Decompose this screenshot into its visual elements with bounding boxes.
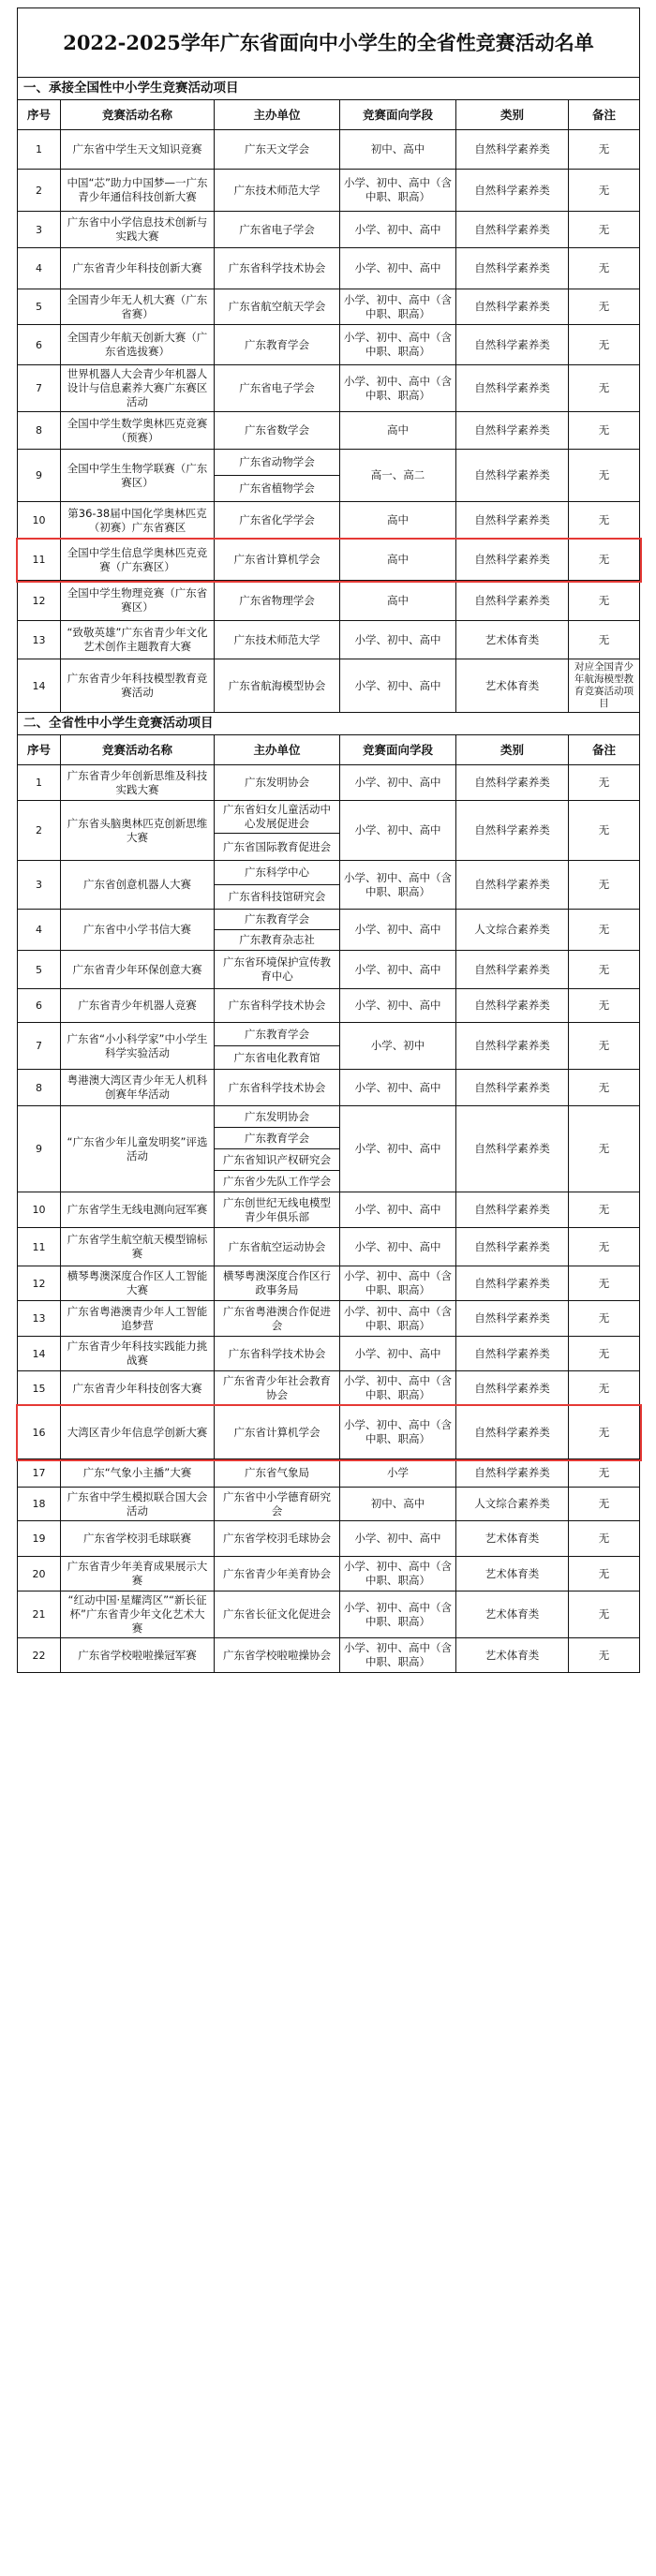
category: 自然科学素养类 (456, 801, 569, 861)
remark: 无 (569, 325, 640, 365)
row-number: 1 (18, 130, 61, 170)
table-row (18, 412, 640, 450)
competition-name: 全国青少年航天创新大赛（广东省选拔赛） (61, 325, 215, 365)
section1-heading: 一、承接全国性中小学生竞赛活动项目 (18, 78, 640, 100)
table-row (18, 1406, 640, 1459)
category: 自然科学素养类 (456, 248, 569, 289)
column-header: 类别 (456, 735, 569, 765)
organizer: 广东天文学会 (215, 130, 340, 170)
competition-name: “红动中国·星耀湾区”“新长征杯”广东省青少年文化艺术大赛 (61, 1591, 215, 1638)
category: 自然科学素养类 (456, 1301, 569, 1337)
remark: 无 (569, 1406, 640, 1459)
table-row (18, 170, 640, 212)
column-header: 序号 (18, 100, 61, 130)
row-number: 13 (18, 1301, 61, 1337)
category: 艺术体育类 (456, 659, 569, 713)
row-number: 3 (18, 212, 61, 248)
document (17, 7, 639, 1673)
row-number: 22 (18, 1638, 61, 1673)
school-stage: 小学、初中、高中 (340, 1337, 456, 1371)
school-stage: 高中 (340, 412, 456, 450)
table-row (18, 581, 640, 621)
table-row (18, 248, 640, 289)
competition-name: 粤港澳大湾区青少年无人机科创赛年华活动 (61, 1070, 215, 1106)
competition-name: 广东省青少年科技创客大赛 (61, 1371, 215, 1406)
column-header: 竞赛活动名称 (61, 100, 215, 130)
category: 艺术体育类 (456, 1521, 569, 1557)
school-stage: 小学、初中、高中（含中职、职高） (340, 325, 456, 365)
row-number: 4 (18, 910, 61, 951)
school-stage: 小学、初中、高中（含中职、职高） (340, 1591, 456, 1638)
school-stage: 初中、高中 (340, 130, 456, 170)
remark: 无 (569, 1459, 640, 1488)
table-row (18, 1488, 640, 1521)
competition-name: 广东省学校啦啦操冠军赛 (61, 1638, 215, 1673)
competition-name: “广东省少年儿童发明奖”评选活动 (61, 1106, 215, 1192)
competition-name: 广东省创意机器人大赛 (61, 861, 215, 910)
table-row (18, 289, 640, 325)
table-row (18, 1459, 640, 1488)
row-number: 1 (18, 765, 61, 801)
category: 自然科学素养类 (456, 365, 569, 412)
category: 自然科学素养类 (456, 1192, 569, 1228)
table-row (18, 951, 640, 989)
organizer: 广东省电化教育馆 (215, 1046, 340, 1070)
row-number: 18 (18, 1488, 61, 1521)
row-number: 11 (18, 540, 61, 581)
competition-name: 广东省头脑奥林匹克创新思维大赛 (61, 801, 215, 861)
row-number: 17 (18, 1459, 61, 1488)
school-stage: 小学、初中、高中（含中职、职高） (340, 1371, 456, 1406)
remark: 无 (569, 1371, 640, 1406)
row-number: 14 (18, 1337, 61, 1371)
school-stage: 小学、初中、高中 (340, 212, 456, 248)
school-stage: 初中、高中 (340, 1488, 456, 1521)
row-number: 7 (18, 1023, 61, 1070)
remark: 无 (569, 1106, 640, 1192)
competition-name: 广东省中学生模拟联合国大会活动 (61, 1488, 215, 1521)
category: 自然科学素养类 (456, 1023, 569, 1070)
school-stage: 小学、初中、高中（含中职、职高） (340, 365, 456, 412)
category: 人文综合素养类 (456, 1488, 569, 1521)
table-row (18, 365, 640, 412)
category: 自然科学素养类 (456, 450, 569, 502)
organizer: 广东省学校羽毛球协会 (215, 1521, 340, 1557)
row-number: 6 (18, 325, 61, 365)
remark: 对应全国青少年航海模型教育竞赛活动项目 (569, 659, 640, 713)
school-stage: 小学、初中、高中 (340, 910, 456, 951)
remark: 无 (569, 910, 640, 951)
category: 自然科学素养类 (456, 1459, 569, 1488)
school-stage: 高一、高二 (340, 450, 456, 502)
organizer: 广东省科学技术协会 (215, 1070, 340, 1106)
category: 自然科学素养类 (456, 540, 569, 581)
organizer: 广东省科学技术协会 (215, 248, 340, 289)
category: 艺术体育类 (456, 1638, 569, 1673)
school-stage: 小学、初中、高中 (340, 1070, 456, 1106)
organizer: 广东发明协会 (215, 1106, 340, 1128)
competition-name: 广东省青少年环保创意大赛 (61, 951, 215, 989)
remark: 无 (569, 540, 640, 581)
remark: 无 (569, 365, 640, 412)
competition-name: 广东省青少年科技实践能力挑战赛 (61, 1337, 215, 1371)
table-row (18, 540, 640, 581)
competition-name: 广东省青少年科技模型教育竞赛活动 (61, 659, 215, 713)
row-number: 5 (18, 951, 61, 989)
table-row (18, 801, 640, 834)
school-stage: 小学、初中、高中 (340, 1521, 456, 1557)
organizer: 广东省航空运动协会 (215, 1228, 340, 1266)
table-row (18, 1228, 640, 1266)
category: 自然科学素养类 (456, 581, 569, 621)
column-header: 竞赛面向学段 (340, 100, 456, 130)
organizer: 广东科学中心 (215, 861, 340, 885)
column-header: 序号 (18, 735, 61, 765)
competition-name: 全国中学生物理竞赛（广东省赛区） (61, 581, 215, 621)
competition-name: 世界机器人大会青少年机器人设计与信息素养大赛广东赛区活动 (61, 365, 215, 412)
competition-name: 广东省青少年科技创新大赛 (61, 248, 215, 289)
school-stage: 小学、初中、高中 (340, 659, 456, 713)
organizer: 广东省青少年社会教育协会 (215, 1371, 340, 1406)
school-stage: 小学、初中、高中 (340, 801, 456, 861)
category: 自然科学素养类 (456, 502, 569, 540)
category: 自然科学素养类 (456, 765, 569, 801)
school-stage: 小学 (340, 1459, 456, 1488)
remark: 无 (569, 801, 640, 861)
school-stage: 小学、初中 (340, 1023, 456, 1070)
category: 自然科学素养类 (456, 861, 569, 910)
competition-name: “致敬英雄”广东省青少年文化艺术创作主题教育大赛 (61, 621, 215, 659)
table-row (18, 450, 640, 476)
organizer: 广东省长征文化促进会 (215, 1591, 340, 1638)
remark: 无 (569, 861, 640, 910)
competition-name: 广东省中小学书信大赛 (61, 910, 215, 951)
table-row (18, 325, 640, 365)
school-stage: 小学、初中、高中 (340, 1192, 456, 1228)
row-number: 2 (18, 801, 61, 861)
row-number: 11 (18, 1228, 61, 1266)
remark: 无 (569, 412, 640, 450)
competition-name: 广东省学生航空航天模型锦标赛 (61, 1228, 215, 1266)
organizer: 广东省动物学会 (215, 450, 340, 476)
school-stage: 小学、初中、高中（含中职、职高） (340, 1557, 456, 1591)
remark: 无 (569, 989, 640, 1023)
competition-name: 广东省粤港澳青少年人工智能追梦营 (61, 1301, 215, 1337)
competition-name: 广东省青少年创新思维及科技实践大赛 (61, 765, 215, 801)
competition-name: 广东省学生无线电测向冠军赛 (61, 1192, 215, 1228)
column-header: 类别 (456, 100, 569, 130)
row-number: 13 (18, 621, 61, 659)
row-number: 10 (18, 502, 61, 540)
school-stage: 小学、初中、高中 (340, 765, 456, 801)
table-row (18, 1301, 640, 1337)
category: 艺术体育类 (456, 621, 569, 659)
competition-name: 广东省学校羽毛球联赛 (61, 1521, 215, 1557)
remark: 无 (569, 1591, 640, 1638)
school-stage: 小学、初中、高中（含中职、职高） (340, 1638, 456, 1673)
competition-name: 中国“芯”助力中国梦—一广东青少年通信科技创新大赛 (61, 170, 215, 212)
remark: 无 (569, 1070, 640, 1106)
row-number: 6 (18, 989, 61, 1023)
table-row (18, 1591, 640, 1638)
category: 自然科学素养类 (456, 1371, 569, 1406)
table-row (18, 1521, 640, 1557)
competition-name: 全国青少年无人机大赛（广东省赛） (61, 289, 215, 325)
row-number: 15 (18, 1371, 61, 1406)
organizer: 广东省数学会 (215, 412, 340, 450)
category: 自然科学素养类 (456, 1266, 569, 1301)
row-number: 8 (18, 412, 61, 450)
competition-name: 全国中学生生物学联赛（广东赛区） (61, 450, 215, 502)
category: 自然科学素养类 (456, 989, 569, 1023)
category: 自然科学素养类 (456, 951, 569, 989)
row-number: 3 (18, 861, 61, 910)
competition-name: 广东省中学生天文知识竞赛 (61, 130, 215, 170)
organizer: 广东省物理学会 (215, 581, 340, 621)
organizer: 广东省航海模型协会 (215, 659, 340, 713)
row-number: 4 (18, 248, 61, 289)
column-header: 主办单位 (215, 735, 340, 765)
organizer: 广东省科学技术协会 (215, 989, 340, 1023)
section2-heading: 二、全省性中小学生竞赛活动项目 (18, 713, 640, 735)
organizer: 广东省电子学会 (215, 212, 340, 248)
document-title: 2022-2025学年广东省面向中小学生的全省性竞赛活动名单 (18, 8, 640, 78)
table-row (18, 130, 640, 170)
organizer: 广东省知识产权研究会 (215, 1149, 340, 1171)
category: 自然科学素养类 (456, 1106, 569, 1192)
category: 艺术体育类 (456, 1591, 569, 1638)
competition-name: 广东省中小学信息技术创新与实践大赛 (61, 212, 215, 248)
remark: 无 (569, 581, 640, 621)
competition-name: 横琴粤澳深度合作区人工智能大赛 (61, 1266, 215, 1301)
school-stage: 小学、初中、高中 (340, 621, 456, 659)
organizer: 广东教育学会 (215, 910, 340, 930)
table-row (18, 621, 640, 659)
school-stage: 小学、初中、高中 (340, 989, 456, 1023)
remark: 无 (569, 212, 640, 248)
remark: 无 (569, 621, 640, 659)
organizer: 广东省国际教育促进会 (215, 834, 340, 861)
organizer: 广东省中小学德育研究会 (215, 1488, 340, 1521)
table-row (18, 1070, 640, 1106)
competition-name: 广东省青少年美育成果展示大赛 (61, 1557, 215, 1591)
category: 自然科学素养类 (456, 325, 569, 365)
row-number: 9 (18, 1106, 61, 1192)
organizer: 广东省计算机学会 (215, 1406, 340, 1459)
row-number: 10 (18, 1192, 61, 1228)
organizer: 广东教育学会 (215, 1023, 340, 1046)
school-stage: 高中 (340, 581, 456, 621)
category: 艺术体育类 (456, 1557, 569, 1591)
table-row (18, 1266, 640, 1301)
remark: 无 (569, 1228, 640, 1266)
row-number: 5 (18, 289, 61, 325)
column-header: 竞赛面向学段 (340, 735, 456, 765)
organizer: 广东省电子学会 (215, 365, 340, 412)
competition-table (17, 7, 640, 1673)
remark: 无 (569, 1023, 640, 1070)
school-stage: 小学、初中、高中（含中职、职高） (340, 861, 456, 910)
competition-name: 全国中学生信息学奥林匹克竞赛（广东赛区） (61, 540, 215, 581)
school-stage: 小学、初中、高中 (340, 1228, 456, 1266)
table-row (18, 1371, 640, 1406)
competition-name: 大湾区青少年信息学创新大赛 (61, 1406, 215, 1459)
row-number: 7 (18, 365, 61, 412)
table-row (18, 1557, 640, 1591)
organizer: 广东发明协会 (215, 765, 340, 801)
organizer: 广东省化学学会 (215, 502, 340, 540)
school-stage: 小学、初中、高中（含中职、职高） (340, 170, 456, 212)
table-row (18, 1023, 640, 1046)
school-stage: 高中 (340, 502, 456, 540)
table-row (18, 989, 640, 1023)
column-header: 竞赛活动名称 (61, 735, 215, 765)
category: 自然科学素养类 (456, 412, 569, 450)
remark: 无 (569, 1301, 640, 1337)
remark: 无 (569, 248, 640, 289)
category: 人文综合素养类 (456, 910, 569, 951)
table-row (18, 659, 640, 713)
organizer: 广东创世纪无线电模型青少年俱乐部 (215, 1192, 340, 1228)
column-header: 备注 (569, 735, 640, 765)
school-stage: 小学、初中、高中 (340, 951, 456, 989)
category: 自然科学素养类 (456, 1337, 569, 1371)
row-number: 14 (18, 659, 61, 713)
organizer: 广东省航空航天学会 (215, 289, 340, 325)
table-row (18, 1192, 640, 1228)
organizer: 广东省少先队工作学会 (215, 1171, 340, 1192)
school-stage: 小学、初中、高中 (340, 1106, 456, 1192)
remark: 无 (569, 1488, 640, 1521)
organizer: 横琴粤澳深度合作区行政事务局 (215, 1266, 340, 1301)
row-number: 16 (18, 1406, 61, 1459)
row-number: 12 (18, 581, 61, 621)
table-row (18, 1638, 640, 1673)
organizer: 广东省学校啦啦操协会 (215, 1638, 340, 1673)
category: 自然科学素养类 (456, 1228, 569, 1266)
category: 自然科学素养类 (456, 1070, 569, 1106)
organizer: 广东技术师范大学 (215, 621, 340, 659)
remark: 无 (569, 130, 640, 170)
competition-name: 广东省“小小科学家”中小学生科学实验活动 (61, 1023, 215, 1070)
organizer: 广东技术师范大学 (215, 170, 340, 212)
row-number: 21 (18, 1591, 61, 1638)
remark: 无 (569, 1557, 640, 1591)
organizer: 广东省环境保护宣传教育中心 (215, 951, 340, 989)
competition-name: 广东“气象小主播”大赛 (61, 1459, 215, 1488)
row-number: 2 (18, 170, 61, 212)
organizer: 广东教育学会 (215, 1128, 340, 1149)
organizer: 广东教育学会 (215, 325, 340, 365)
category: 自然科学素养类 (456, 212, 569, 248)
remark: 无 (569, 170, 640, 212)
remark: 无 (569, 1521, 640, 1557)
organizer: 广东省计算机学会 (215, 540, 340, 581)
column-header: 主办单位 (215, 100, 340, 130)
column-header: 备注 (569, 100, 640, 130)
table-row (18, 1337, 640, 1371)
competition-name: 广东省青少年机器人竞赛 (61, 989, 215, 1023)
organizer: 广东省气象局 (215, 1459, 340, 1488)
school-stage: 小学、初中、高中（含中职、职高） (340, 289, 456, 325)
category: 自然科学素养类 (456, 1406, 569, 1459)
table-row (18, 765, 640, 801)
row-number: 8 (18, 1070, 61, 1106)
remark: 无 (569, 1337, 640, 1371)
school-stage: 小学、初中、高中（含中职、职高） (340, 1266, 456, 1301)
competition-name: 全国中学生数学奥林匹克竞赛（预赛） (61, 412, 215, 450)
table-row (18, 910, 640, 930)
remark: 无 (569, 1266, 640, 1301)
category: 自然科学素养类 (456, 130, 569, 170)
table-row (18, 1106, 640, 1128)
school-stage: 小学、初中、高中 (340, 248, 456, 289)
organizer: 广东省粤港澳合作促进会 (215, 1301, 340, 1337)
row-number: 12 (18, 1266, 61, 1301)
table-row (18, 502, 640, 540)
organizer: 广东省妇女儿童活动中心发展促进会 (215, 801, 340, 834)
remark: 无 (569, 289, 640, 325)
school-stage: 小学、初中、高中（含中职、职高） (340, 1406, 456, 1459)
remark: 无 (569, 951, 640, 989)
category: 自然科学素养类 (456, 170, 569, 212)
row-number: 20 (18, 1557, 61, 1591)
remark: 无 (569, 450, 640, 502)
table-row (18, 212, 640, 248)
competition-name: 第36-38届中国化学奥林匹克（初赛）广东省赛区 (61, 502, 215, 540)
school-stage: 高中 (340, 540, 456, 581)
remark: 无 (569, 1192, 640, 1228)
remark: 无 (569, 765, 640, 801)
remark: 无 (569, 502, 640, 540)
row-number: 19 (18, 1521, 61, 1557)
organizer: 广东省植物学会 (215, 476, 340, 502)
category: 自然科学素养类 (456, 289, 569, 325)
organizer: 广东省青少年美育协会 (215, 1557, 340, 1591)
school-stage: 小学、初中、高中（含中职、职高） (340, 1301, 456, 1337)
row-number: 9 (18, 450, 61, 502)
organizer: 广东教育杂志社 (215, 930, 340, 951)
organizer: 广东省科学技术协会 (215, 1337, 340, 1371)
remark: 无 (569, 1638, 640, 1673)
table-row (18, 861, 640, 885)
organizer: 广东省科技馆研究会 (215, 885, 340, 910)
